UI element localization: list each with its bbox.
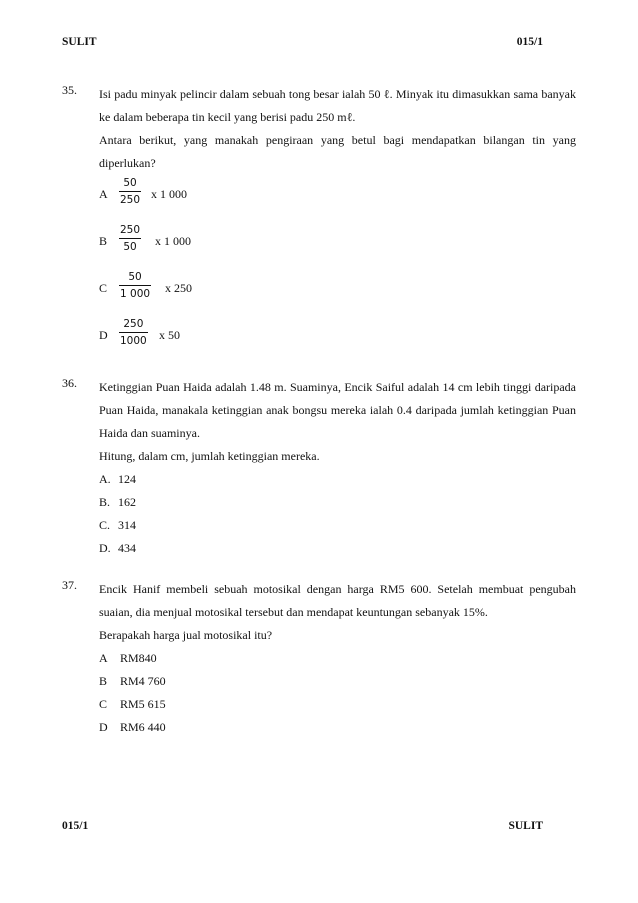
option-letter: B. <box>99 495 111 509</box>
footer-left-label: 015/1 <box>62 820 89 832</box>
option-c <box>99 269 576 316</box>
question-prompt: Hitung, dalam cm, jumlah ketinggian mereka. <box>99 449 320 463</box>
option-fraction <box>119 222 141 255</box>
option-b <box>99 491 576 514</box>
page-header <box>62 36 543 48</box>
option-multiplier: x 50 <box>159 328 180 342</box>
fraction-denominator: 1 000 <box>120 288 151 300</box>
option-text: 314 <box>118 518 136 532</box>
header-left-label: SULIT <box>62 36 97 48</box>
question-number: 37. <box>62 578 77 592</box>
question-text: Encik Hanif membeli sebuah motosikal dengan harga RM5 600. Setelah membuat pengubah suaian, dia menjual motosikal tersebut dan mendapat keuntungan sebanyak 15%. <box>99 582 576 619</box>
option-d <box>99 716 576 739</box>
option-text: 124 <box>118 472 136 486</box>
question-text: Isi padu minyak pelincir dalam sebuah tong besar ialah 50 ℓ. Minyak itu dimasukkan sama banyak ke dalam beberapa tin kecil yang berisi padu 250 mℓ. <box>99 87 576 124</box>
question-number: 36. <box>62 376 77 390</box>
fraction-denominator: 250 <box>120 194 141 206</box>
option-letter: D <box>99 720 108 734</box>
option-c <box>99 514 576 537</box>
question-prompt: Berapakah harga jual motosikal itu? <box>99 628 273 642</box>
header-right-label: 015/1 <box>516 36 543 48</box>
option-letter: A <box>99 651 108 665</box>
fraction-denominator: 50 <box>123 241 137 253</box>
option-text: RM840 <box>120 651 157 665</box>
option-letter: D. <box>99 541 111 555</box>
option-multiplier: x 1 000 <box>151 187 187 201</box>
option-text: 162 <box>118 495 136 509</box>
fraction-denominator: 1000 <box>120 335 147 347</box>
option-letter: B <box>99 234 108 248</box>
option-letter: A. <box>99 472 111 486</box>
option-letter: B <box>99 674 108 688</box>
option-a <box>99 647 576 670</box>
option-letter: C <box>99 281 108 295</box>
question-body <box>99 83 576 363</box>
option-a <box>99 175 576 222</box>
option-fraction <box>119 175 141 208</box>
option-c <box>99 693 576 716</box>
fraction-numerator: 50 <box>128 271 142 283</box>
option-letter: C. <box>99 518 111 532</box>
option-text: RM5 615 <box>120 697 166 711</box>
option-fraction <box>119 316 148 349</box>
option-b <box>99 222 576 269</box>
question-text: Ketinggian Puan Haida adalah 1.48 m. Suaminya, Encik Saiful adalah 14 cm lebih tinggi daripada Puan Haida, manakala ketinggian anak bongsu mereka ialah 0.4 daripada jumlah ketinggian Puan Haida dan suaminya. <box>99 380 576 440</box>
question-prompt: Antara berikut, yang manakah pengiraan yang betul bagi mendapatkan bilangan tin yang diperlukan? <box>99 133 576 170</box>
question-body <box>99 376 576 560</box>
option-multiplier: x 250 <box>165 281 192 295</box>
page-footer <box>62 820 543 832</box>
option-letter: C <box>99 697 108 711</box>
question-number: 35. <box>62 83 77 97</box>
option-text: RM6 440 <box>120 720 166 734</box>
option-fraction <box>119 269 151 302</box>
option-multiplier: x 1 000 <box>155 234 191 248</box>
option-text: 434 <box>118 541 136 555</box>
option-letter: D <box>99 328 108 342</box>
fraction-numerator: 50 <box>123 177 137 189</box>
option-a <box>99 468 576 491</box>
fraction-numerator: 250 <box>123 318 144 330</box>
footer-right-label: SULIT <box>508 820 543 832</box>
option-letter: A <box>99 187 108 201</box>
fraction-numerator: 250 <box>120 224 141 236</box>
option-d <box>99 537 576 560</box>
option-d <box>99 316 576 363</box>
option-b <box>99 670 576 693</box>
question-body <box>99 578 576 739</box>
option-text: RM4 760 <box>120 674 166 688</box>
